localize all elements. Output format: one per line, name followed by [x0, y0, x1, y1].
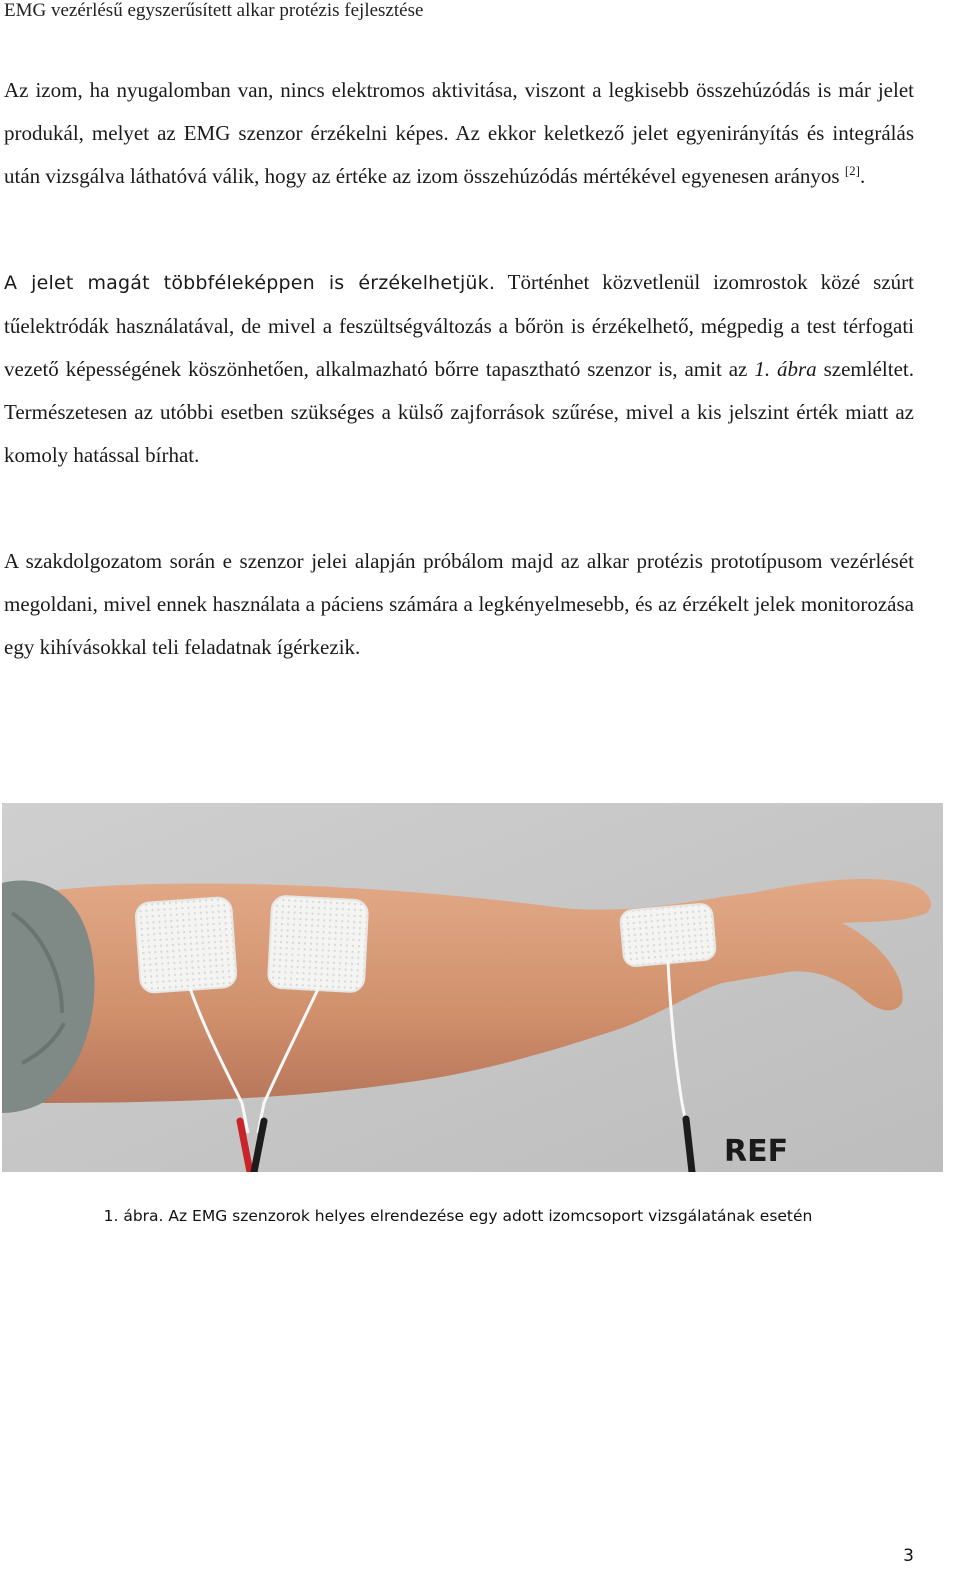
running-header: EMG vezérlésű egyszerűsített alkar protézis fejlesztése — [4, 0, 424, 21]
figure-caption: 1. ábra. Az EMG szenzorok helyes elrendezése egy adott izomcsoport vizsgálatának esetén — [103, 1207, 813, 1225]
paragraph-end: . — [860, 164, 866, 188]
electrode-pad-ref — [620, 903, 717, 967]
electrode-pad-2 — [268, 896, 369, 993]
paragraph-text: Történhet közvetlenül izomrostok közé szúrt tűelektródák használatával, de mivel a feszültségváltozás a bőrön is érzékelhető, mégpedig a test térfogati vezető képességének köszönhetően, alkalmazható bőrre tapasztható szenzor is, amit az — [4, 270, 914, 381]
paragraph-thesis: A szakdolgozatom során e szenzor jelei alapján próbálom majd az alkar protézis prototípusom vezérlését megoldani, mivel ennek használata a páciens számára a legkényelmesebb, és az érzékelt jelek monitorozása egy kihívásokkal teli feladatnak ígérkezik. — [4, 549, 914, 659]
forearm-electrodes-photo — [2, 803, 943, 1172]
citation[interactable]: [2] — [844, 163, 860, 178]
electrode-pad-1 — [135, 897, 237, 993]
paragraph-sensing — [4, 261, 914, 477]
figure-image — [2, 803, 943, 1172]
figure-reference[interactable]: 1. ábra — [754, 357, 817, 381]
page-number: 3 — [903, 1546, 914, 1566]
paragraph-text: Az izom, ha nyugalomban van, nincs elektromos aktivitása, viszont a legkisebb összehúzódás is már jelet produkál, melyet az EMG szenzor érzékelni képes. Az ekkor keletkező jelet egyenirányítás és integrálás után vizsgálva láthatóvá válik, hogy az értéke az izom összehúzódás mértékével egyenesen arányos — [4, 78, 914, 188]
paragraph-intro: A jelet magát többféleképpen is érzékelhetjük. — [4, 272, 496, 294]
paragraph-text-rest: szemléltet. Természetesen az utóbbi esetben szükséges a külső zajforrások szűrése, mivel a kis jelszint érték miatt az komoly hatással bírhat. — [4, 357, 914, 467]
ref-label: REF — [724, 1134, 789, 1169]
paragraph-emg-signal — [4, 69, 914, 198]
